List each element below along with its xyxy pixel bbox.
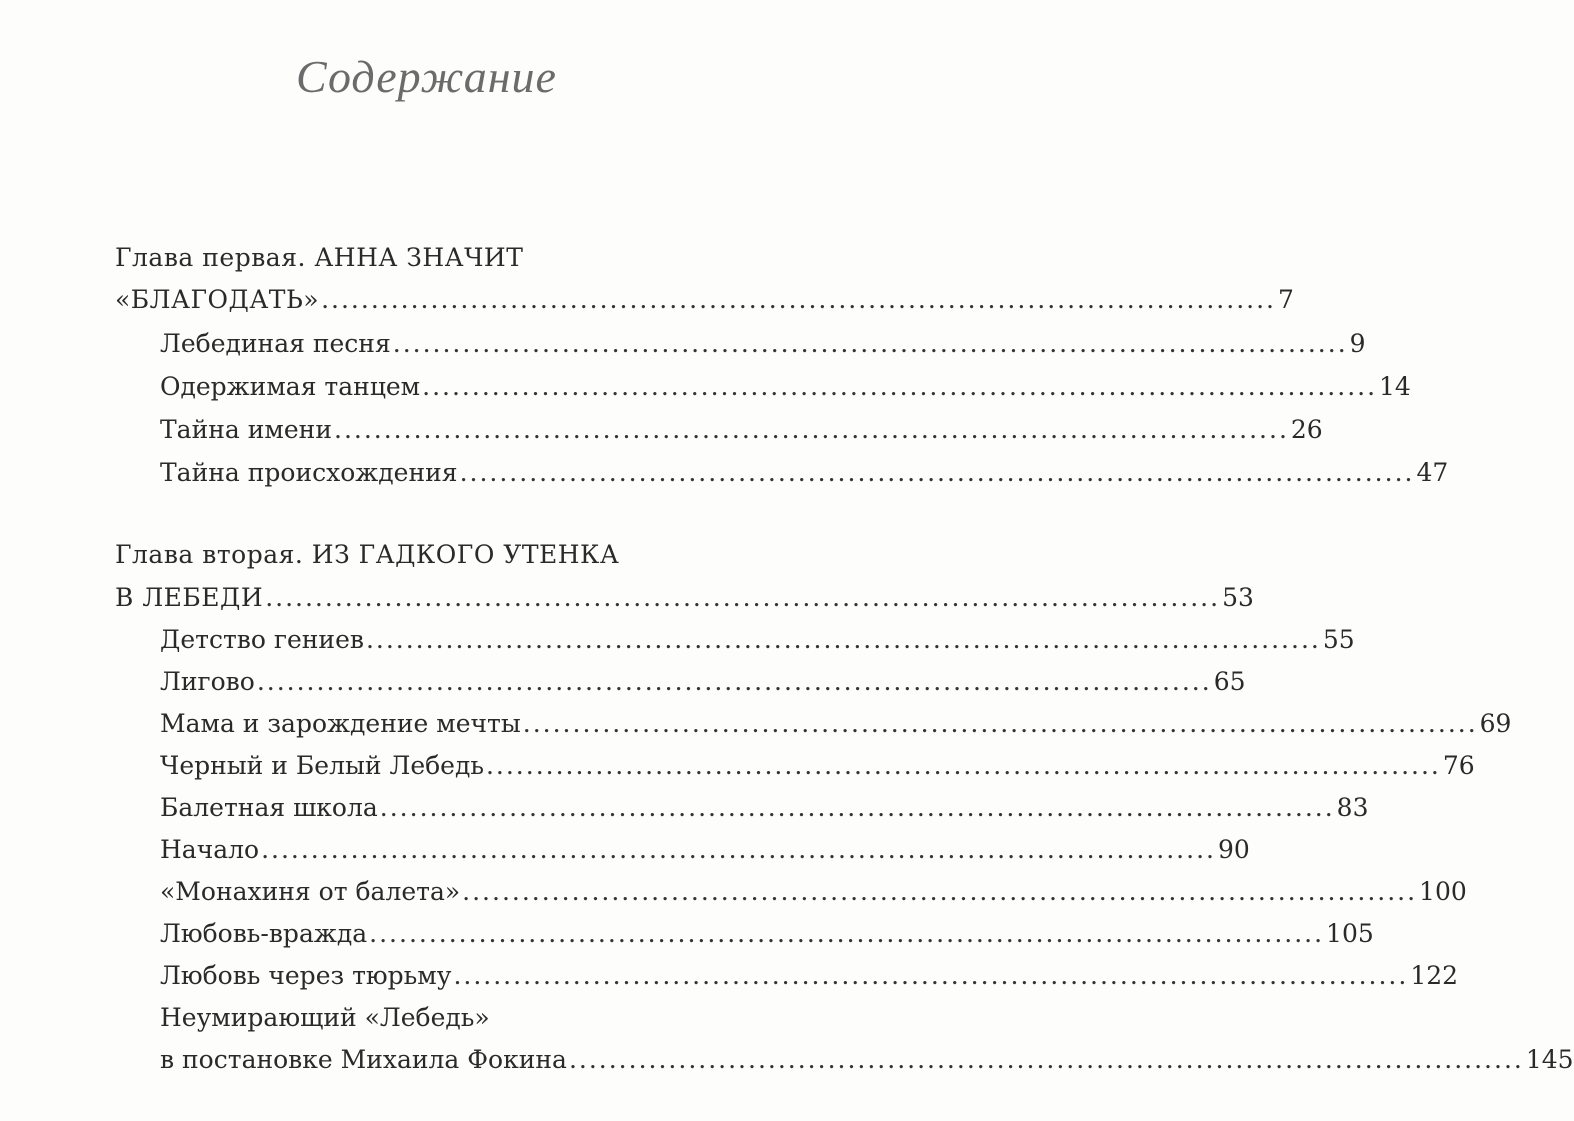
toc-entry-page: 76 [1442, 751, 1475, 780]
toc-entry-label: Тайна имени [160, 415, 332, 444]
toc-entry-label: Любовь через тюрьму [160, 961, 452, 990]
toc-entry[interactable] [115, 580, 1254, 616]
leader-dots: ................................................................................................ [453, 961, 1409, 990]
toc-entry[interactable] [160, 455, 1449, 491]
toc-entry-label: Черный и Белый Лебедь [160, 751, 484, 780]
toc-entry-label: В ЛЕБЕДИ [115, 583, 264, 612]
toc-entry[interactable] [160, 790, 1369, 826]
page-title: Содержание [296, 51, 557, 102]
toc-entry[interactable] [160, 326, 1366, 362]
leader-dots: ................................................................................................ [379, 793, 1335, 822]
toc-entry[interactable] [160, 664, 1246, 700]
toc-entry[interactable] [160, 958, 1459, 994]
toc-entry[interactable] [160, 1042, 1574, 1078]
toc-entry-page: 105 [1326, 919, 1374, 948]
toc-entry[interactable] [160, 748, 1475, 784]
toc-entry-page: 100 [1419, 877, 1467, 906]
toc-entry-page: 14 [1379, 372, 1411, 401]
chapter-heading-text: Глава вторая. ИЗ ГАДКОГО УТЕНКА [115, 540, 620, 569]
leader-dots: ................................................................................................ [462, 877, 1418, 906]
leader-dots: ................................................................................................ [568, 1045, 1524, 1074]
toc-entry-page: 9 [1349, 329, 1366, 358]
toc-entry-page: 53 [1222, 583, 1254, 612]
leader-dots: ................................................................................................ [265, 583, 1221, 612]
toc-entry-label: «Монахиня от балета» [160, 877, 461, 906]
toc-entry-page: 55 [1322, 625, 1355, 654]
toc-entry-label: Одержимая танцем [160, 372, 421, 401]
toc-entry-label: Балетная школа [160, 793, 378, 822]
toc-entry-page: 47 [1416, 458, 1449, 487]
toc-entry-label: в постановке Михаила Фокина [160, 1045, 567, 1074]
toc-entry-label: Неумирающий «Лебедь» [160, 1003, 490, 1032]
leader-dots: ................................................................................................ [459, 458, 1415, 487]
leader-dots: ................................................................................................ [334, 415, 1289, 444]
toc-entry-page: 7 [1277, 285, 1294, 314]
toc-entry-label: Тайна происхождения [160, 458, 458, 487]
leader-dots: ................................................................................................ [485, 751, 1441, 780]
toc-entry-label: Мама и зарождение мечты [160, 709, 521, 738]
toc-entry-label: Лигово [160, 667, 255, 696]
toc-entry-page: 90 [1217, 835, 1250, 864]
toc-entry[interactable] [160, 916, 1374, 952]
toc-entry-page: 122 [1410, 961, 1459, 990]
toc-entry-page: 145 [1525, 1045, 1574, 1074]
leader-dots: ................................................................................................ [392, 329, 1348, 358]
leader-dots: ................................................................................................ [256, 667, 1212, 696]
toc-entry-page: 26 [1290, 415, 1323, 444]
chapter-heading [115, 537, 736, 573]
toc-entry-page: 69 [1479, 709, 1512, 738]
toc-entry[interactable] [160, 874, 1467, 910]
toc-entry[interactable] [115, 282, 1294, 318]
toc-entry-first-line[interactable] [160, 1000, 736, 1036]
leader-dots: ................................................................................................ [321, 285, 1276, 314]
leader-dots: ................................................................................................ [261, 835, 1216, 864]
toc-entry-label: Начало [160, 835, 260, 864]
toc-entry-label: Любовь-вражда [160, 919, 368, 948]
chapter-heading-text: Глава первая. АННА ЗНАЧИТ [115, 243, 524, 272]
toc-entry-label: Лебединая песня [160, 329, 391, 358]
toc-entry-page: 83 [1336, 793, 1369, 822]
toc-entry[interactable] [160, 706, 1512, 742]
toc-entry-label: Детство гениев [160, 625, 364, 654]
toc-entry[interactable] [160, 832, 1250, 868]
leader-dots: ................................................................................................ [369, 919, 1325, 948]
toc-entry-page: 65 [1213, 667, 1246, 696]
chapter-heading [115, 240, 736, 276]
leader-dots: ................................................................................................ [422, 372, 1378, 401]
toc-entry[interactable] [160, 412, 1323, 448]
toc-entry[interactable] [160, 622, 1355, 658]
toc-entry[interactable] [160, 369, 1411, 405]
leader-dots: ................................................................................................ [522, 709, 1478, 738]
toc-entry-label: «БЛАГОДАТЬ» [115, 285, 320, 314]
leader-dots: ................................................................................................ [365, 625, 1321, 654]
